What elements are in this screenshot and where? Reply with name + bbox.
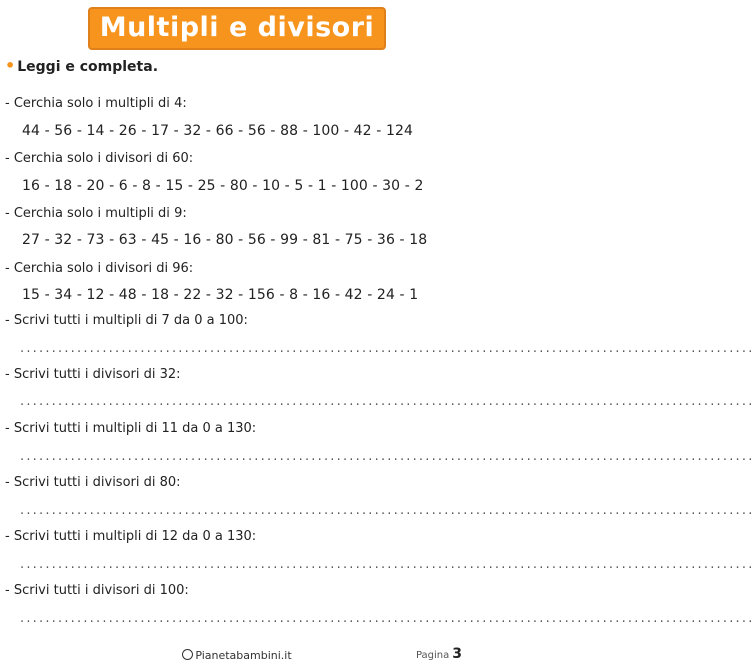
title-banner (0, 7, 474, 50)
instruction (5, 56, 158, 75)
exercise-prefix: - Cerchia solo i multipli di (5, 206, 175, 221)
page-title: Multipli e divisori (99, 12, 375, 43)
write-task-prompt: - Scrivi tutti i multipli di 7 da 0 a 100: (5, 313, 248, 328)
write-task-prompt: - Scrivi tutti i divisori di 32: (5, 367, 181, 382)
exercise-value: 9 (174, 206, 183, 221)
answer-line[interactable]: .................................................................................................................... (20, 611, 755, 626)
answer-line[interactable]: .................................................................................................................... (20, 503, 755, 518)
title-box (88, 7, 387, 50)
answer-line[interactable]: .................................................................................................................... (20, 449, 755, 464)
footer-site-name: Pianetabambini.it (195, 649, 292, 662)
answer-line[interactable]: .................................................................................................................... (20, 341, 755, 356)
exercise-value: 4 (174, 96, 183, 111)
bullet-icon: • (5, 56, 16, 75)
exercise-value: 60 (172, 151, 189, 166)
exercise-value: 96 (172, 261, 189, 276)
number-row[interactable]: 27 - 32 - 73 - 63 - 45 - 16 - 80 - 56 - 99 - 81 - 75 - 36 - 18 (22, 232, 428, 248)
write-task-prompt: - Scrivi tutti i multipli di 11 da 0 a 130: (5, 421, 257, 436)
exercise-prefix: - Cerchia solo i divisori di (5, 151, 173, 166)
write-task-prompt: - Scrivi tutti i multipli di 12 da 0 a 130: (5, 529, 257, 544)
exercise-prefix: - Cerchia solo i divisori di (5, 261, 173, 276)
exercise-prompt (5, 96, 187, 111)
page-indicator (416, 646, 462, 662)
answer-line[interactable]: .................................................................................................................... (20, 557, 755, 572)
exercise-suffix: : (188, 261, 194, 276)
footer-site (0, 649, 474, 662)
exercise-suffix: : (188, 151, 194, 166)
answer-line[interactable]: .................................................................................................................... (20, 394, 755, 409)
write-task-prompt: - Scrivi tutti i divisori di 100: (5, 583, 189, 598)
number-row[interactable]: 16 - 18 - 20 - 6 - 8 - 15 - 25 - 80 - 10 - 5 - 1 - 100 - 30 - 2 (22, 178, 424, 194)
site-logo-icon (182, 649, 193, 660)
number-row[interactable]: 44 - 56 - 14 - 26 - 17 - 32 - 66 - 56 - 88 - 100 - 42 - 124 (22, 123, 413, 139)
instruction-text: Leggi e completa. (17, 59, 159, 75)
page-label: Pagina (415, 650, 450, 661)
page-number: 3 (452, 646, 462, 662)
exercise-prompt (5, 151, 193, 166)
exercise-suffix: : (182, 96, 187, 111)
exercise-prefix: - Cerchia solo i multipli di (5, 96, 175, 111)
write-task-prompt: - Scrivi tutti i divisori di 80: (5, 475, 181, 490)
exercise-prompt (5, 206, 187, 221)
number-row[interactable]: 15 - 34 - 12 - 48 - 18 - 22 - 32 - 156 - 8 - 16 - 42 - 24 - 1 (22, 287, 419, 303)
exercise-prompt (5, 261, 193, 276)
exercise-suffix: : (182, 206, 187, 221)
